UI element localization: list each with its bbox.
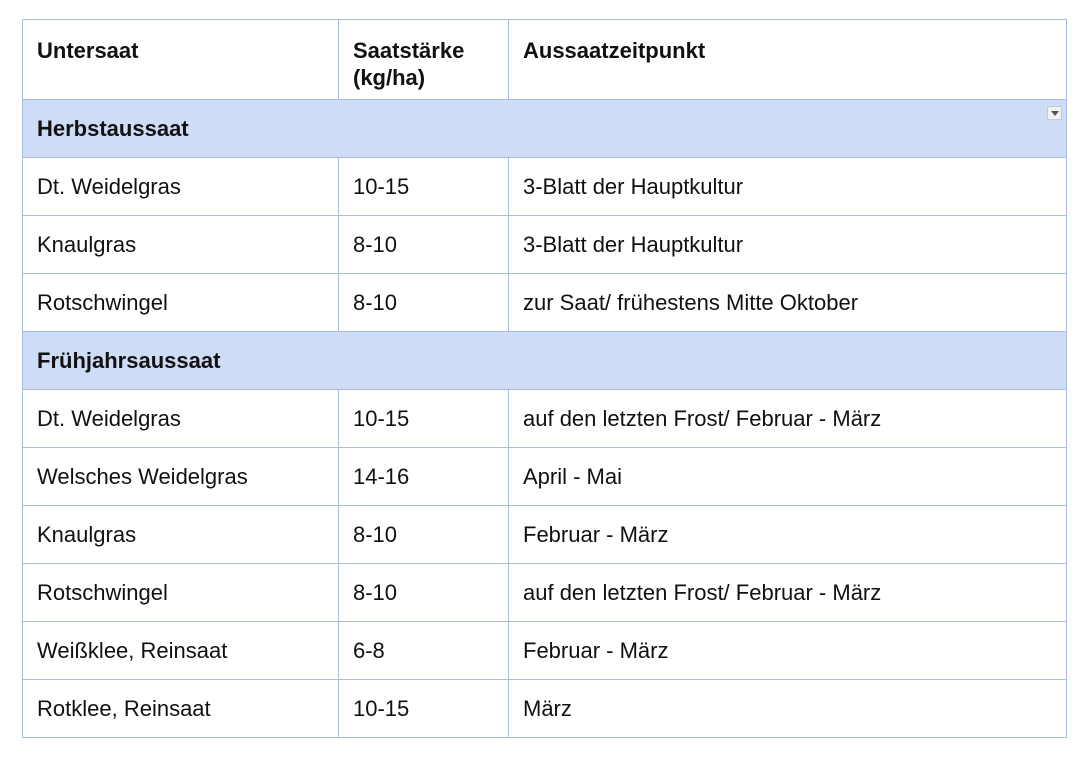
cell-aussaatzeitpunkt: 3-Blatt der Hauptkultur: [509, 158, 1067, 216]
cell-aussaatzeitpunkt: auf den letzten Frost/ Februar - März: [509, 390, 1067, 448]
cell-untersaat: Dt. Weidelgras: [23, 158, 339, 216]
cell-untersaat: Weißklee, Reinsaat: [23, 622, 339, 680]
table-row: [23, 564, 1067, 622]
cell-saatstaerke: 6-8: [339, 622, 509, 680]
cell-saatstaerke: 10-15: [339, 158, 509, 216]
cell-untersaat: Rotklee, Reinsaat: [23, 680, 339, 738]
cell-saatstaerke: 10-15: [339, 680, 509, 738]
group-title-cell: [23, 332, 1067, 390]
table-row: [23, 216, 1067, 274]
group-row-fruehjahrsaussaat: [23, 332, 1067, 390]
seed-table-container: [22, 19, 1066, 738]
table-row: [23, 622, 1067, 680]
header-saatstaerke-line2: (kg/ha): [353, 65, 426, 90]
cell-untersaat: Dt. Weidelgras: [23, 390, 339, 448]
cell-saatstaerke: 8-10: [339, 564, 509, 622]
cell-saatstaerke: 8-10: [339, 506, 509, 564]
table-row: [23, 158, 1067, 216]
table-row: [23, 506, 1067, 564]
cell-aussaatzeitpunkt: Februar - März: [509, 506, 1067, 564]
cell-aussaatzeitpunkt: zur Saat/ frühestens Mitte Oktober: [509, 274, 1067, 332]
header-aussaatzeitpunkt: Aussaatzeitpunkt: [509, 20, 1067, 100]
table-row: [23, 680, 1067, 738]
header-saatstaerke-line1: Saatstärke: [353, 38, 465, 63]
group-title: Frühjahrsaussaat: [37, 348, 221, 373]
group-title-cell: [23, 100, 1067, 158]
cell-untersaat: Rotschwingel: [23, 274, 339, 332]
group-row-herbstaussaat: [23, 100, 1067, 158]
header-untersaat: Untersaat: [23, 20, 339, 100]
cell-saatstaerke: 8-10: [339, 216, 509, 274]
seed-table: [22, 19, 1067, 738]
cell-aussaatzeitpunkt: März: [509, 680, 1067, 738]
group-title: Herbstaussaat: [37, 116, 189, 141]
table-row: [23, 448, 1067, 506]
cell-saatstaerke: 10-15: [339, 390, 509, 448]
cell-untersaat: Knaulgras: [23, 216, 339, 274]
table-row: [23, 274, 1067, 332]
header-saatstaerke: [339, 20, 509, 100]
cell-aussaatzeitpunkt: auf den letzten Frost/ Februar - März: [509, 564, 1067, 622]
cell-untersaat: Rotschwingel: [23, 564, 339, 622]
table-header-row: [23, 20, 1067, 100]
cell-saatstaerke: 14-16: [339, 448, 509, 506]
cell-aussaatzeitpunkt: April - Mai: [509, 448, 1067, 506]
cell-untersaat: Knaulgras: [23, 506, 339, 564]
cell-aussaatzeitpunkt: Februar - März: [509, 622, 1067, 680]
cell-saatstaerke: 8-10: [339, 274, 509, 332]
cell-untersaat: Welsches Weidelgras: [23, 448, 339, 506]
chevron-down-icon[interactable]: [1047, 106, 1062, 120]
cell-aussaatzeitpunkt: 3-Blatt der Hauptkultur: [509, 216, 1067, 274]
table-row: [23, 390, 1067, 448]
